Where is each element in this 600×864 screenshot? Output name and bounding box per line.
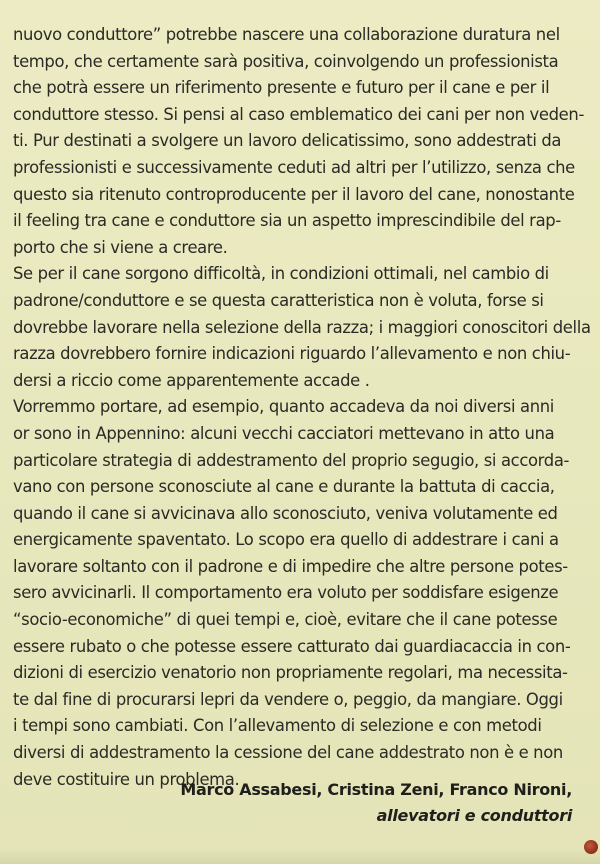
text-line: razza dovrebbero fornire indicazioni riguardo l’allevamento e non chiu- bbox=[13, 344, 571, 364]
author-signature bbox=[180, 777, 572, 829]
text-line: quando il cane si avvicinava allo sconosciuto, veniva volutamente ed bbox=[13, 503, 558, 523]
text-line: porto che si viene a creare. bbox=[13, 237, 228, 257]
text-line: particolare strategia di addestramento del proprio segugio, si accorda- bbox=[13, 450, 570, 470]
text-line: vano con persone sconosciute al cane e durante la battuta di caccia, bbox=[13, 477, 555, 497]
text-line: tempo, che certamente sarà positiva, coinvolgendo un professionista bbox=[13, 51, 559, 71]
text-line: professionisti e successivamente ceduti ad altri per l’utilizzo, senza che bbox=[13, 157, 575, 177]
text-line: ti. Pur destinati a svolgere un lavoro delicatissimo, sono addestrati da bbox=[13, 131, 562, 151]
text-line: dovrebbe lavorare nella selezione della razza; i maggiori conoscitori della bbox=[13, 317, 591, 337]
text-line: il feeling tra cane e conduttore sia un aspetto imprescindibile del rap- bbox=[13, 211, 561, 231]
text-line: lavorare soltanto con il padrone e di impedire che altre persone potes- bbox=[13, 556, 568, 576]
text-line: conduttore stesso. Si pensi al caso emblematico dei cani per non veden- bbox=[13, 104, 585, 124]
text-line: deve costituire un problema. bbox=[13, 769, 240, 789]
text-line: padrone/conduttore e se questa caratteristica non è voluta, forse si bbox=[13, 290, 544, 310]
text-line: or sono in Appennino: alcuni vecchi cacciatori mettevano in atto una bbox=[13, 423, 555, 443]
text-line: che potrà essere un riferimento presente e futuro per il cane e per il bbox=[13, 78, 550, 98]
text-line: nuovo conduttore” potrebbe nascere una collaborazione duratura nel bbox=[13, 25, 560, 44]
author-names: Marco Assabesi, Cristina Zeni, Franco Nironi, bbox=[180, 780, 572, 799]
text-line: energicamente spaventato. Lo scopo era quello di addestrare i cani a bbox=[13, 530, 559, 550]
text-line: essere rubato o che potesse essere catturato dai guardiacaccia in con- bbox=[13, 636, 571, 656]
text-line: “socio-economiche” di quei tempi e, cioè, evitare che il cane potesse bbox=[13, 610, 558, 630]
text-line: sero avvicinarli. Il comportamento era voluto per soddisfare esigenze bbox=[13, 583, 559, 603]
author-role: allevatori e conduttori bbox=[376, 806, 572, 825]
text-line: diversi di addestramento la cessione del cane addestrato non è e non bbox=[13, 743, 563, 763]
text-line: Vorremmo portare, ad esempio, quanto accadeva da noi diversi anni bbox=[13, 397, 555, 417]
text-line: te dal fine di procurarsi lepri da vendere o, peggio, da mangiare. Oggi bbox=[13, 689, 563, 709]
text-line: questo sia ritenuto controproducente per il lavoro del cane, nonostante bbox=[13, 184, 575, 204]
page-bottom-edge bbox=[0, 848, 600, 864]
text-line: dizioni di esercizio venatorio non propriamente regolari, ma necessita- bbox=[13, 663, 568, 683]
text-line: dersi a riccio come apparentemente accade . bbox=[13, 370, 370, 390]
text-line: i tempi sono cambiati. Con l’allevamento di selezione e con metodi bbox=[13, 716, 542, 736]
article-body bbox=[13, 22, 591, 793]
text-line: Se per il cane sorgono difficoltà, in condizioni ottimali, nel cambio di bbox=[13, 264, 549, 284]
